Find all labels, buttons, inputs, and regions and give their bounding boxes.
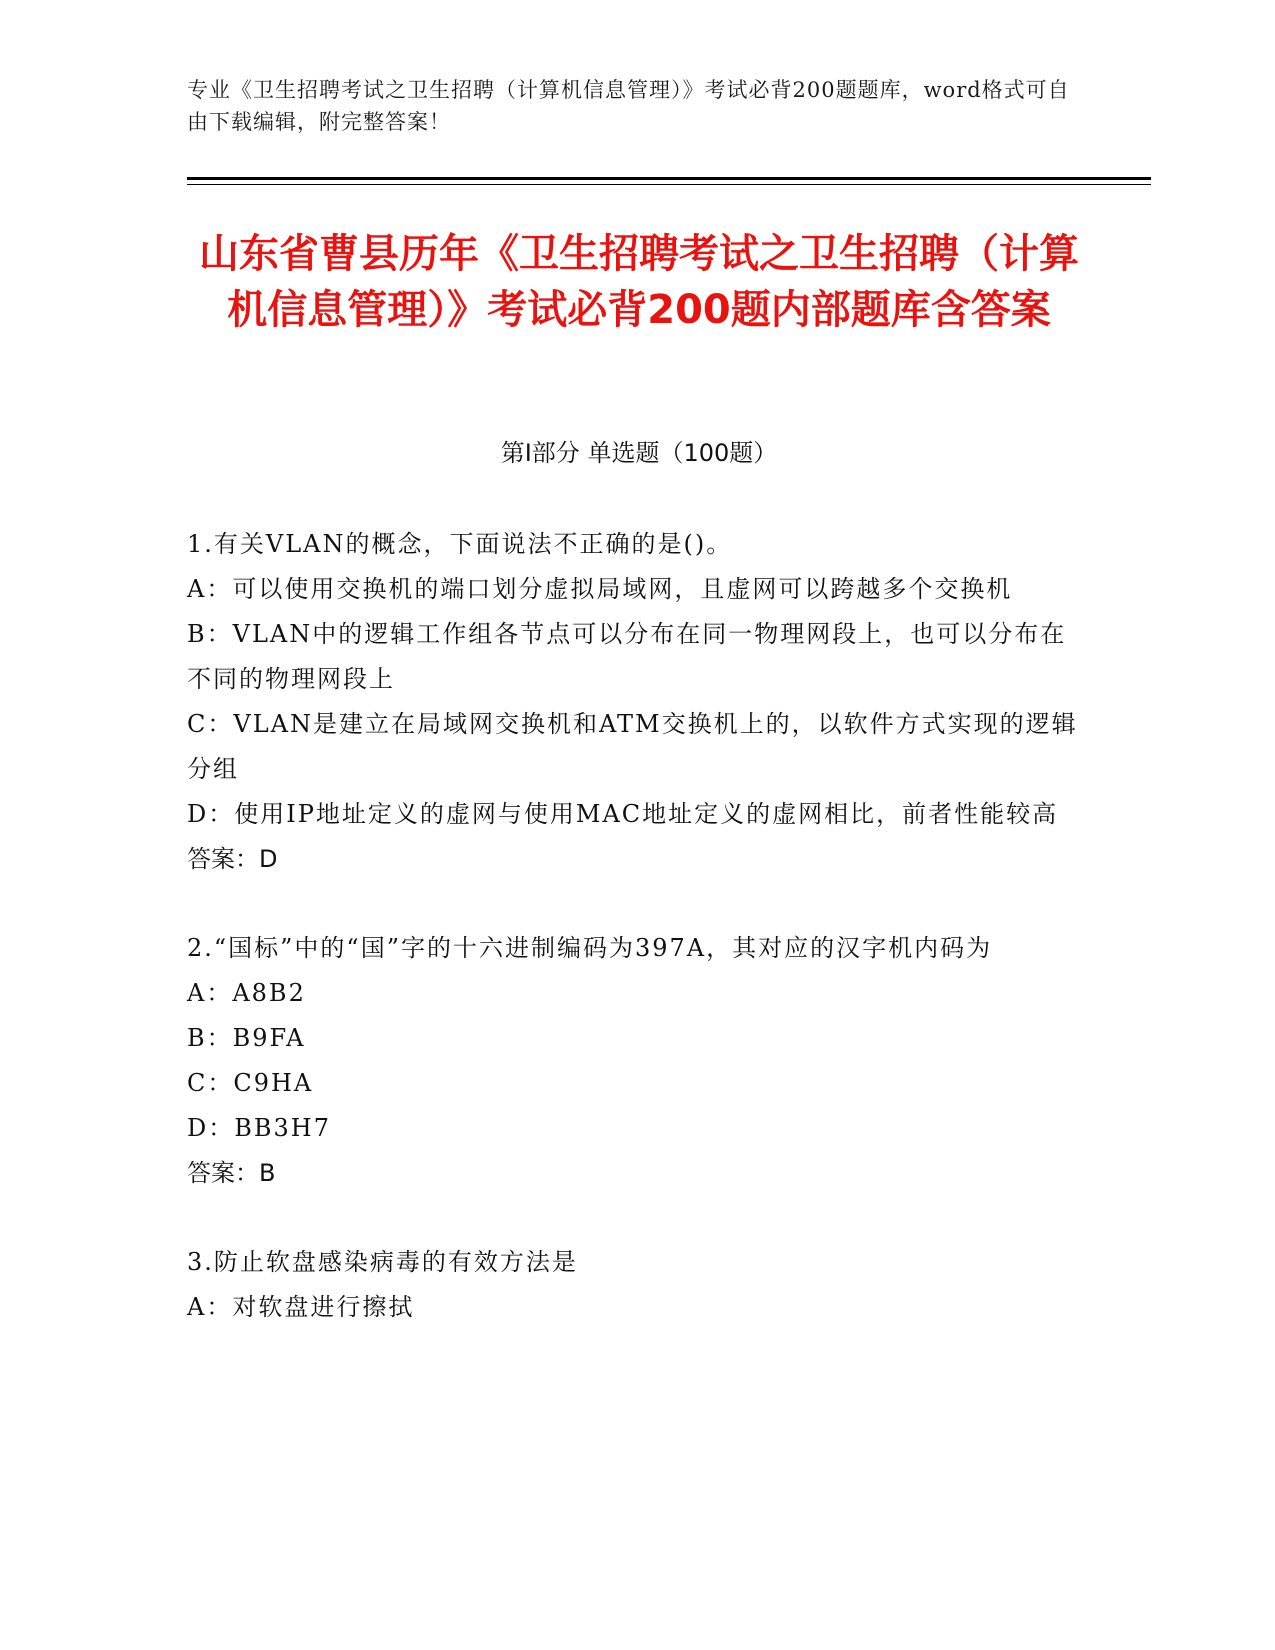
option-b: B：VLAN中的逻辑工作组各节点可以分布在同一物理网段上，也可以分布在不同的物理网段上 — [187, 620, 1067, 693]
answer: 答案：B — [187, 1159, 276, 1187]
question-text: 1.有关VLAN的概念，下面说法不正确的是()。 — [187, 530, 733, 558]
option-a: A：可以使用交换机的端口划分虚拟局域网，且虚网可以跨越多个交换机 — [187, 575, 1013, 603]
question-item — [187, 1240, 1087, 1330]
question-list — [187, 522, 1087, 1374]
question-text: 2.“国标”中的“国”字的十六进制编码为397A，其对应的汉字机内码为 — [187, 934, 993, 962]
header-divider-thick — [187, 177, 1151, 180]
document-title: 山东省曹县历年《卫生招聘考试之卫生招聘（计算机信息管理）》考试必背200题内部题库含答案 — [199, 231, 1079, 333]
section-heading: 第Ⅰ部分 单选题（100题） — [500, 439, 778, 467]
question-item — [187, 522, 1087, 882]
answer: 答案：D — [187, 845, 278, 873]
question-item — [187, 926, 1087, 1196]
option-d: D：使用IP地址定义的虚网与使用MAC地址定义的虚网相比，前者性能较高 — [187, 800, 1059, 828]
option-a: A：对软盘进行擦拭 — [187, 1293, 415, 1321]
header-note: 专业《卫生招聘考试之卫生招聘（计算机信息管理）》考试必背200题题库，word格式可自由下载编辑，附完整答案！ — [187, 78, 1070, 134]
option-c: C：VLAN是建立在局域网交换机和ATM交换机上的，以软件方式实现的逻辑分组 — [187, 710, 1078, 783]
option-d: D：BB3H7 — [187, 1114, 331, 1142]
option-a: A：A8B2 — [187, 979, 306, 1007]
header-divider-thin — [187, 184, 1151, 185]
question-text: 3.防止软盘感染病毒的有效方法是 — [187, 1248, 578, 1276]
option-c: C：C9HA — [187, 1069, 314, 1097]
option-b: B：B9FA — [187, 1024, 306, 1052]
